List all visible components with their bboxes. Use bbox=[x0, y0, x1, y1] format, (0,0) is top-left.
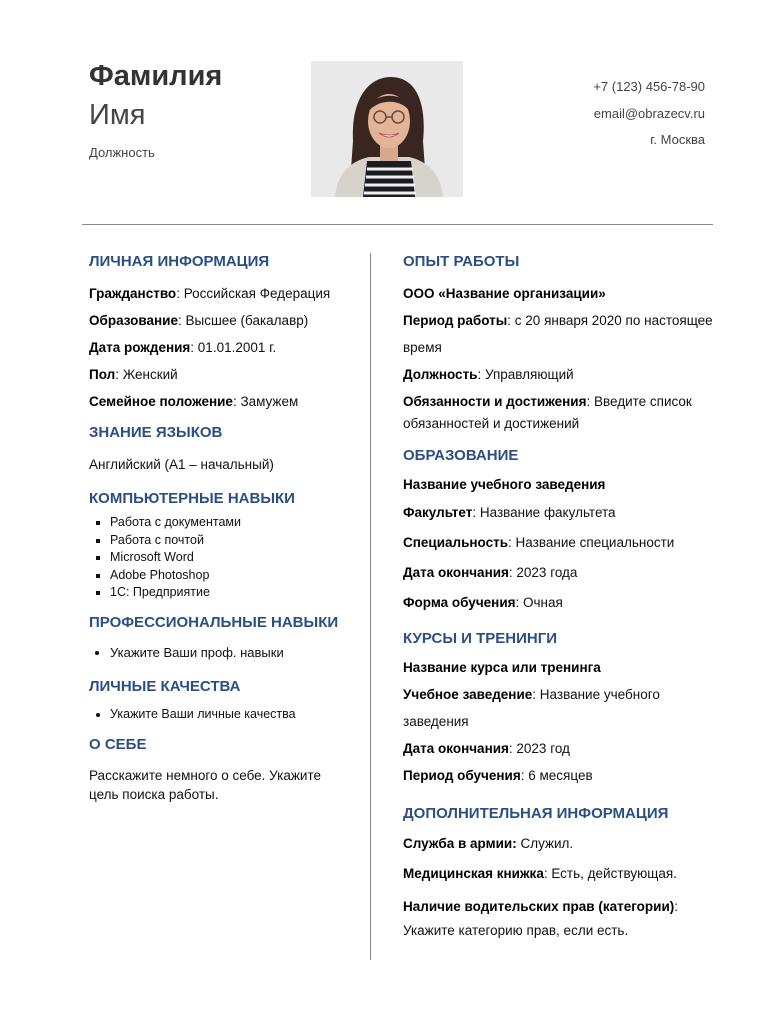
additional-army: Служба в армии: Служил. bbox=[403, 836, 574, 851]
section-title-computer: КОМПЬЮТЕРНЫЕ НАВЫКИ bbox=[89, 490, 295, 507]
additional-medical: Медицинская книжка: Есть, действующая. bbox=[403, 866, 677, 881]
section-title-personal: ЛИЧНАЯ ИНФОРМАЦИЯ bbox=[89, 253, 270, 270]
list-item: ▪ Microsoft Word bbox=[110, 549, 357, 567]
section-title-additional: ДОПОЛНИТЕЛЬНАЯ ИНФОРМАЦИЯ bbox=[403, 805, 669, 822]
first-name: Имя bbox=[89, 99, 146, 131]
section-title-languages: ЗНАНИЕ ЯЗЫКОВ bbox=[89, 424, 223, 441]
personal-row: Образование: Высшее (бакалавр) bbox=[89, 313, 309, 328]
qualities-list bbox=[89, 705, 357, 724]
education-row: Дата окончания: 2023 года bbox=[403, 565, 578, 580]
section-title-experience: ОПЫТ РАБОТЫ bbox=[403, 253, 520, 270]
education-row: Факультет: Название факультета bbox=[403, 505, 616, 520]
education-school: Название учебного заведения bbox=[403, 477, 606, 492]
course-end-date: Дата окончания: 2023 год bbox=[403, 741, 570, 756]
course-institution: Учебное заведение: Название учебного заведения bbox=[403, 687, 660, 729]
computer-skills-list bbox=[89, 514, 357, 602]
personal-row: Семейное положение: Замужем bbox=[89, 394, 299, 409]
about-text: Расскажите немного о себе. Укажите цель поиска работы. bbox=[89, 767, 321, 802]
section-title-professional: ПРОФЕССИОНАЛЬНЫЕ НАВЫКИ bbox=[89, 613, 339, 631]
experience-duties: Обязанности и достижения: Введите список обязанностей и достижений bbox=[403, 394, 692, 431]
list-item: ▪ Adobe Photoshop bbox=[110, 567, 357, 585]
section-title-qualities: ЛИЧНЫЕ КАЧЕСТВА bbox=[89, 677, 241, 695]
course-name: Название курса или тренинга bbox=[403, 660, 601, 675]
list-item: ▪ Работа с почтой bbox=[110, 532, 357, 550]
city: г. Москва bbox=[650, 132, 705, 147]
header-divider bbox=[82, 224, 713, 225]
right-column bbox=[403, 253, 713, 943]
position-title: Должность bbox=[89, 145, 155, 160]
phone: +7 (123) 456-78-90 bbox=[593, 79, 705, 94]
email: email@obrazecv.ru bbox=[593, 105, 705, 121]
additional-license: Наличие водительских прав (категории): Укажите категорию прав, если есть. bbox=[403, 899, 679, 938]
course-duration: Период обучения: 6 месяцев bbox=[403, 768, 593, 783]
languages-text: Английский (A1 – начальный) bbox=[89, 457, 274, 472]
list-item: ▪ 1С: Предприятие bbox=[110, 584, 357, 602]
left-column bbox=[89, 253, 357, 804]
contacts bbox=[593, 74, 705, 154]
education-row: Специальность: Название специальности bbox=[403, 535, 675, 550]
personal-row: Гражданство: Российская Федерация bbox=[89, 286, 331, 301]
portrait-photo-icon bbox=[311, 61, 463, 197]
experience-period: Период работы: с 20 января 2020 по настоящее время bbox=[403, 313, 713, 355]
list-item: • Укажите Ваши личные качества bbox=[110, 705, 357, 724]
experience-org: ООО «Название организации» bbox=[403, 286, 606, 301]
surname: Фамилия bbox=[89, 60, 223, 92]
section-title-courses: КУРСЫ И ТРЕНИНГИ bbox=[403, 630, 558, 647]
personal-row: Дата рождения: 01.01.2001 г. bbox=[89, 340, 277, 355]
education-row: Форма обучения: Очная bbox=[403, 595, 563, 610]
personal-row: Пол: Женский bbox=[89, 367, 178, 382]
column-divider bbox=[370, 253, 371, 960]
section-title-education: ОБРАЗОВАНИЕ bbox=[403, 447, 519, 464]
section-title-about: О СЕБЕ bbox=[89, 735, 147, 753]
list-item: • Укажите Ваши проф. навыки bbox=[110, 643, 357, 662]
professional-skills-list bbox=[89, 643, 357, 662]
list-item: ▪ Работа с документами bbox=[110, 514, 357, 532]
experience-position: Должность: Управляющий bbox=[403, 367, 574, 382]
